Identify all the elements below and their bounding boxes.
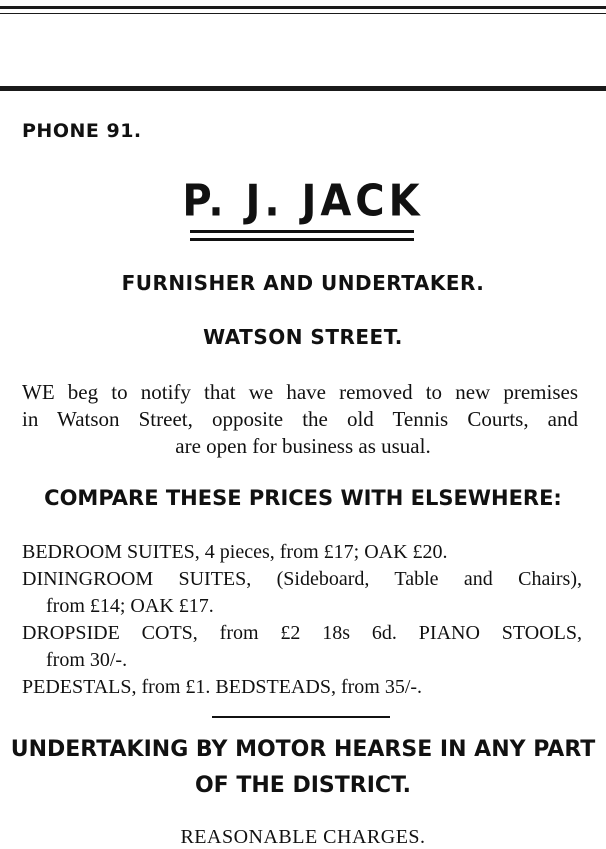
name-underline [190,230,414,233]
phone-number: PHONE 91. [22,120,142,142]
price-line-pedestals: PEDESTALS, from £1. BEDSTEADS, from 35/-. [22,676,423,698]
notice-line-2: in Watson Street, opposite the old Tennis Courts, and [22,407,578,431]
price-line-diningroom: DININGROOM SUITES, (Sideboard, Table and Chairs), [22,568,582,590]
price-line-dropside-cont: from 30/-. [46,649,128,671]
trade-line: FURNISHER AND UNDERTAKER. [121,271,485,295]
advert-top-rule [0,86,606,91]
price-line-diningroom-cont: from £14; OAK £17. [46,595,214,617]
name-underline-second [190,238,414,241]
section-divider [212,716,390,718]
business-name: P. J. JACK [182,175,424,227]
prices-heading: COMPARE THESE PRICES WITH ELSEWHERE: [44,486,562,510]
notice-line-3: are open for business as usual. [175,434,431,458]
price-line-dropside: DROPSIDE COTS, from £2 18s 6d. PIANO STOOLS, [22,622,582,644]
price-line-bedroom: BEDROOM SUITES, 4 pieces, from £17; OAK £20. [22,541,448,563]
top-border-rule [0,6,606,9]
top-border-rule-thin [0,13,606,14]
charges-line: REASONABLE CHARGES. [180,826,426,848]
undertaking-line-1: UNDERTAKING BY MOTOR HEARSE IN ANY PART [10,737,596,762]
undertaking-line-2: OF THE DISTRICT. [194,773,412,798]
street-line: WATSON STREET. [203,325,403,349]
notice-line-1: WE beg to notify that we have removed to new premises [22,380,578,404]
